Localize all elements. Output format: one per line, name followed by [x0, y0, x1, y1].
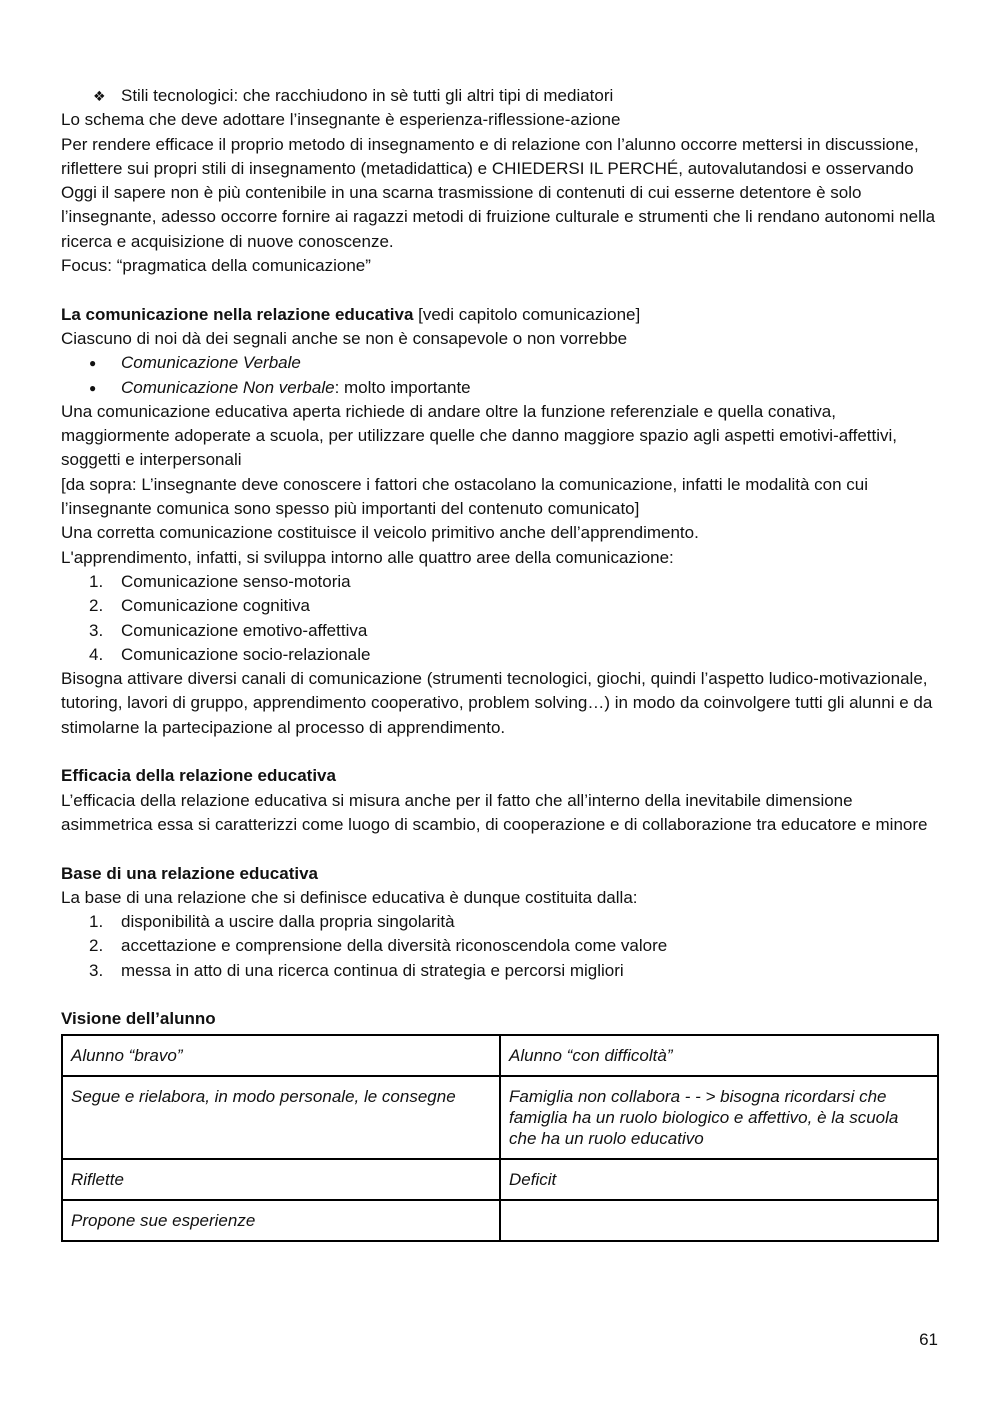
table-cell: Riflette	[62, 1159, 500, 1200]
section-heading-communication: La comunicazione nella relazione educativa [vedi capitolo comunicazione]	[61, 304, 641, 324]
paragraph: Una comunicazione educativa aperta richiede di andare oltre la funzione referenziale e quella conativa, maggiormente adoperate a scuola, per utilizzare quelle che danno maggiore spazio agli aspetti emotivi-affettivi, soggetti e interpersonali	[61, 401, 897, 470]
base-list	[61, 910, 939, 983]
list-item: 4. Comunicazione socio-relazionale	[89, 644, 371, 664]
table-cell: Alunno “con difficoltà”	[500, 1035, 938, 1076]
table-row	[62, 1035, 938, 1076]
list-item: 3. messa in atto di una ricerca continua di strategia e percorsi migliori	[89, 960, 624, 980]
table-cell: Segue e rielabora, in modo personale, le consegne	[62, 1076, 500, 1159]
paragraph: [da sopra: L’insegnante deve conoscere i fattori che ostacolano la comunicazione, infatti le modalità con cui l’insegnante comunica sono spesso più importanti del contenuto comunicato]	[61, 474, 869, 519]
paragraph: La base di una relazione che si definisce educativa è dunque costituita dalla:	[61, 887, 638, 907]
paragraph: L’efficacia della relazione educativa si misura anche per il fatto che all’interno della inevitabile dimensione asimmetrica essa si caratterizzi come luogo di scambio, di cooperazione e di collaborazione tra educatore e minore	[61, 790, 928, 834]
paragraph: Per rendere efficace il proprio metodo di insegnamento e di relazione con l’alunno occorre mettersi in discussione, riflettere sui propri stili di insegnamento (metadidattica) e CHIEDERSI IL PERCHÉ, autovalutandosi e osservando	[61, 134, 919, 178]
list-item: 1. Comunicazione senso-motoria	[89, 571, 351, 591]
list-item: ● Comunicazione Verbale	[61, 351, 939, 375]
paragraph: Bisogna attivare diversi canali di comunicazione (strumenti tecnologici, giochi, quindi l’aspetto ludico-motivazionale, tutoring, lavori di gruppo, apprendimento cooperativo, problem solving…) in modo da coinvolgere tutti gli alunni e da stimolarne la partecipazione al processo di apprendimento.	[61, 669, 933, 737]
list-item: 1. disponibilità a uscire dalla propria singolarità	[89, 912, 455, 932]
paragraph: Focus: “pragmatica della comunicazione”	[61, 256, 371, 276]
list-item: 3. Comunicazione emotivo-affettiva	[89, 620, 368, 640]
page-number: 61	[919, 1330, 938, 1349]
spacer	[61, 983, 939, 1007]
paragraph: L'apprendimento, infatti, si sviluppa intorno alle quattro aree della comunicazione:	[61, 547, 674, 567]
table-row	[62, 1159, 938, 1200]
table-cell: Alunno “bravo”	[62, 1035, 500, 1076]
vision-table	[61, 1034, 939, 1242]
table-row	[62, 1200, 938, 1241]
dot-bullet-icon: ●	[89, 380, 97, 395]
document-page	[61, 84, 939, 1242]
communication-areas-list	[61, 570, 939, 667]
spacer	[61, 740, 939, 764]
dot-bullet-icon: ●	[89, 356, 97, 371]
bullet-text: Stili tecnologici: che racchiudono in sè tutti gli altri tipi di mediatori	[121, 86, 614, 105]
section-heading-efficacy: Efficacia della relazione educativa	[61, 766, 336, 786]
bullet-item	[61, 84, 939, 108]
list-item: 2. Comunicazione cognitiva	[89, 596, 310, 616]
paragraph: Ciascuno di noi dà dei segnali anche se non è consapevole o non vorrebbe	[61, 328, 628, 348]
section-heading-vision: Visione dell’alunno	[61, 1009, 216, 1029]
list-item: 2. accettazione e comprensione della diversità riconoscendola come valore	[89, 936, 668, 956]
paragraph: Una corretta comunicazione costituisce il veicolo primitivo anche dell’apprendimento.	[61, 523, 699, 543]
table-cell	[500, 1200, 938, 1241]
diamond-bullet-icon: ❖	[93, 88, 106, 104]
communication-types-list	[61, 351, 939, 400]
table-cell: Deficit	[500, 1159, 938, 1200]
spacer	[61, 837, 939, 861]
paragraph: Oggi il sapere non è più contenibile in una scarna trasmissione di contenuti di cui esserne detentore è solo l’insegnante, adesso occorre fornire ai ragazzi metodi di fruizione culturale e strumenti che li rendano autonomi nella ricerca e acquisizione di nuove conoscenze.	[61, 183, 936, 251]
paragraph: Lo schema che deve adottare l’insegnante è esperienza-riflessione-azione	[61, 110, 621, 130]
table-row	[62, 1076, 938, 1159]
list-item: ● Comunicazione Non verbale: molto importante	[61, 376, 939, 400]
section-heading-base: Base di una relazione educativa	[61, 863, 318, 883]
spacer	[61, 278, 939, 302]
table-cell: Propone sue esperienze	[62, 1200, 500, 1241]
table-cell: Famiglia non collabora - - > bisogna ricordarsi che famiglia ha un ruolo biologico e affettivo, è la scuola che ha un ruolo educativo	[500, 1076, 938, 1159]
